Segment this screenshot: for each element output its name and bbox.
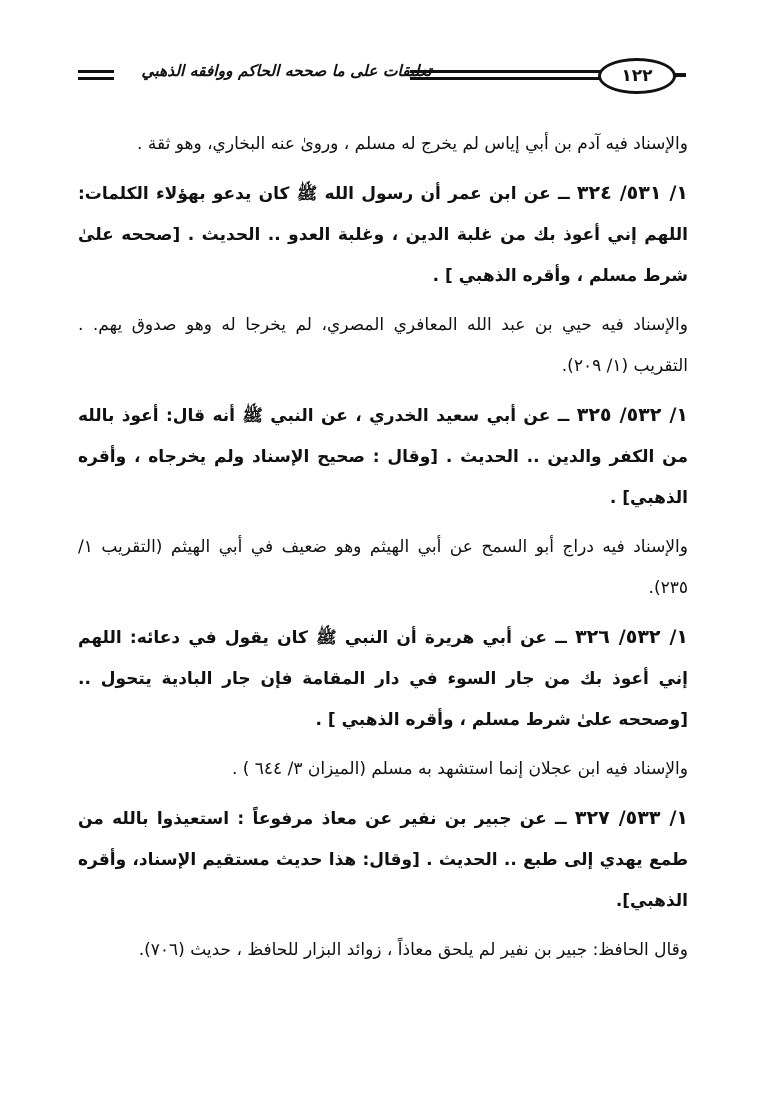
hadith-text: ــ عن جبير بن نفير عن معاذ مرفوعاً : استعيذوا بالله من طمع يهدي إلى طبع .. الحديث . [وقال: هذا حديث مستقيم الإسناد، وأقره الذهبي]. [78, 809, 688, 911]
hadith-text: ــ عن أبي سعيد الخدري ، عن النبي ﷺ أنه قال: أعوذ بالله من الكفر والدين .. الحديث . [وقال : صحيح الإسناد ولم يخرجاه ، وأقره الذهبي] . [78, 406, 688, 508]
commentary-paragraph: والإسناد فيه دراج أبو السمح عن أبي الهيثم وهو ضعيف في أبي الهيثم (التقريب ١/ ٢٣٥). [78, 537, 688, 598]
hadith-entry [78, 395, 688, 519]
commentary-paragraph: وقال الحافظ: جبير بن نفير لم يلحق معاذاً ، زوائد البزار للحافظ ، حديث (٧٠٦). [138, 940, 688, 960]
hadith-reference: ١/ ٥٣١/ ٣٢٤ [576, 182, 688, 204]
hadith-reference: ١/ ٥٣٢/ ٣٢٥ [576, 404, 688, 426]
hadith-reference: ١/ ٥٣٣/ ٣٢٧ [574, 807, 688, 829]
hadith-entry [78, 617, 688, 741]
commentary-paragraph: والإسناد فيه ابن عجلان إنما استشهد به مسلم (الميزان ٣/ ٦٤٤ ) . [231, 759, 688, 779]
hadith-entry [78, 798, 688, 922]
commentary-paragraph: والإسناد فيه حيي بن عبد الله المعافري المصري، لم يخرجا له وهو صدوق يهم. . التقريب (١/ ٢٠٩). [78, 315, 688, 376]
hadith-text: ــ عن ابن عمر أن رسول الله ﷺ كان يدعو بهؤلاء الكلمات: اللهم إني أعوذ بك من غلبة الدين ، وغلبة العدو .. الحديث . [صححه علىٰ شرط مسلم ، وأقره الذهبي ] . [78, 184, 688, 286]
hadith-reference: ١/ ٥٣٢/ ٣٢٦ [575, 626, 688, 648]
running-title: تعليقات على ما صححه الحاكم ووافقه الذهبي [141, 62, 432, 80]
page-header [78, 58, 700, 102]
page-number: ١٢٢ [598, 58, 676, 94]
page-body [78, 124, 688, 979]
hadith-text: ــ عن أبي هريرة أن النبي ﷺ كان يقول في دعائه: اللهم إني أعوذ بك من جار السوء في دار المقامة فإن جار البادية يتحول .. [وصححه علىٰ شرط مسلم ، وأقره الذهبي ] . [78, 628, 688, 730]
hadith-entry [78, 173, 688, 297]
commentary-paragraph: والإسناد فيه آدم بن أبي إياس لم يخرج له مسلم ، وروىٰ عنه البخاري، وهو ثقة . [137, 134, 688, 154]
header-double-rule-left [78, 70, 114, 80]
header-rule-tail [674, 73, 686, 77]
header-double-rule-right [410, 70, 610, 80]
